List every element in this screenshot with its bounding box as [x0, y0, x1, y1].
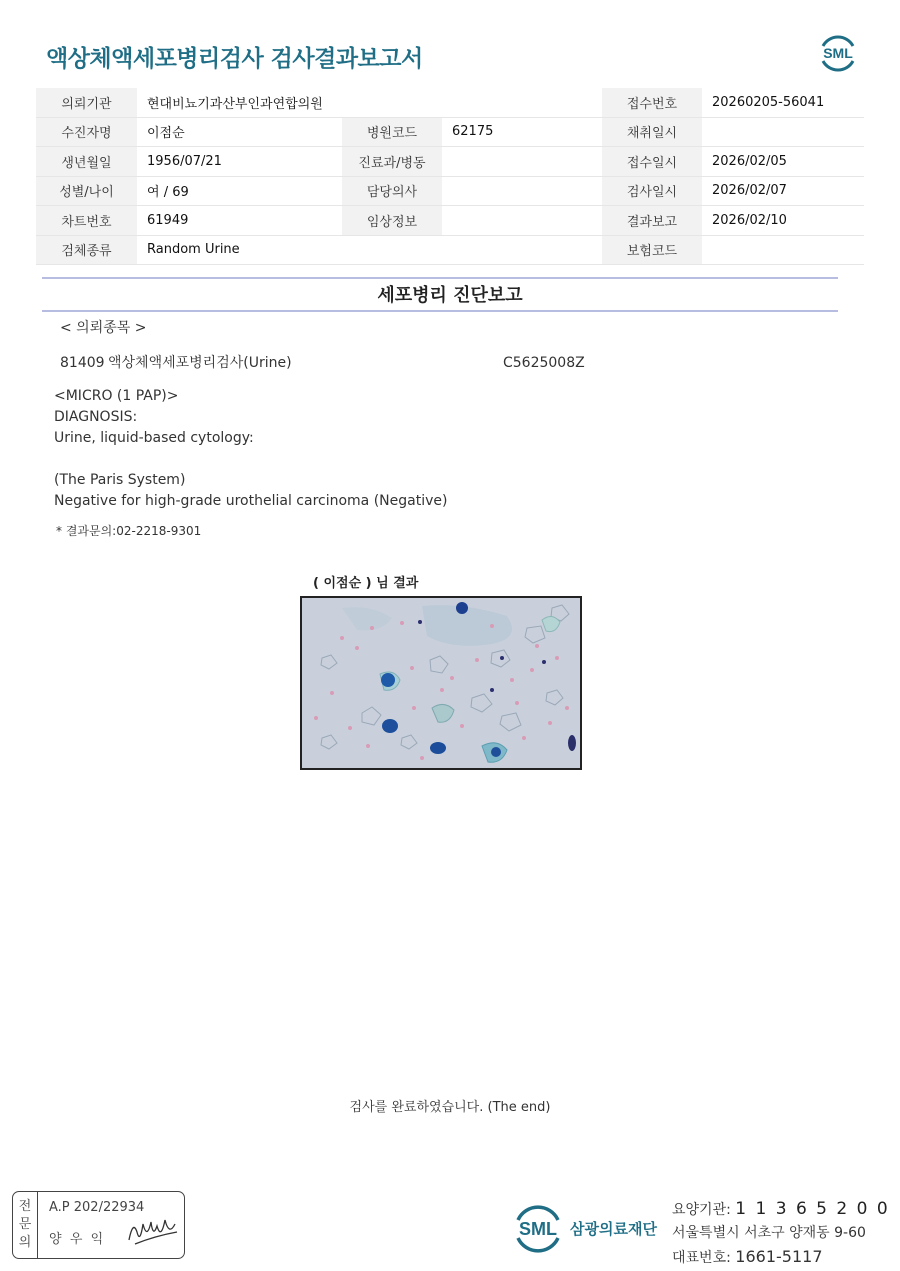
table-row	[36, 235, 864, 265]
footer-info	[672, 1198, 890, 1270]
stamp-license: A.P 202/22934	[49, 1200, 145, 1215]
section-rule-top	[42, 277, 838, 279]
diagnosis-line: Negative for high-grade urothelial carcinoma (Negative)	[54, 493, 448, 509]
label-chart-no: 차트번호	[36, 206, 137, 236]
value-hospital-code: 62175	[442, 117, 602, 147]
table-row	[36, 147, 864, 177]
diagnosis-line: <MICRO (1 PAP)>	[54, 388, 179, 404]
sml-logo-icon	[510, 1200, 566, 1256]
footer-org-name: 삼광의료재단	[570, 1219, 657, 1238]
image-caption: ( 이점순 ) 님 결과	[313, 576, 419, 591]
table-row	[36, 88, 864, 117]
label-receipt-date: 접수일시	[602, 147, 702, 177]
code-value: 1 1 3 6 5 2 0 0	[735, 1199, 890, 1219]
signature-icon	[125, 1210, 181, 1250]
stamp-side-char: 의	[18, 1235, 32, 1250]
stamp-side	[13, 1192, 38, 1258]
value-requesting-org: 현대비뇨기과산부인과연합의원	[137, 88, 602, 117]
label-patient-name: 수진자명	[36, 117, 137, 147]
contact-note: * 결과문의:02-2218-9301	[56, 524, 202, 538]
value-chart-no: 61949	[137, 206, 342, 236]
stamp-side-char: 문	[18, 1217, 32, 1232]
code-label: 요양기관:	[672, 1202, 731, 1218]
stamp-side-char: 전	[18, 1199, 32, 1214]
label-receipt-no: 접수번호	[602, 88, 702, 117]
footer-logo-text: SML	[519, 1219, 557, 1239]
page-title: 액상체액세포병리검사 검사결과보고서	[46, 46, 423, 72]
value-clinical-info	[442, 206, 602, 236]
value-patient-name: 이점순	[137, 117, 342, 147]
order-heading: < 의뢰종목 >	[60, 320, 147, 336]
stamp-name: 양 우 익	[49, 1232, 104, 1247]
value-receipt-date: 2026/02/05	[702, 147, 864, 177]
value-insurance-code	[702, 235, 864, 265]
label-department: 진료과/병동	[342, 147, 442, 177]
diagnosis-line	[54, 449, 447, 470]
table-row	[36, 176, 864, 206]
label-clinical-info: 임상정보	[342, 206, 442, 236]
value-department	[442, 147, 602, 177]
pathologist-stamp	[12, 1191, 185, 1259]
patient-info-table	[36, 88, 864, 265]
value-physician	[442, 176, 602, 206]
diagnosis-block	[54, 386, 447, 512]
diagnosis-line: Urine, liquid-based cytology:	[54, 430, 254, 446]
order-name: 액상체액세포병리검사(Urine)	[108, 355, 292, 371]
footer-address: 서울특별시 서초구 양재동 9-60	[672, 1225, 866, 1241]
label-birthdate: 생년월일	[36, 147, 137, 177]
order-code: 81409	[60, 355, 105, 371]
phone-label: 대표번호:	[672, 1250, 731, 1266]
table-row	[36, 117, 864, 147]
value-test-date: 2026/02/07	[702, 176, 864, 206]
section-rule-bottom	[42, 310, 838, 312]
diagnosis-line: DIAGNOSIS:	[54, 409, 138, 425]
label-requesting-org: 의뢰기관	[36, 88, 137, 117]
value-sex-age: 여 / 69	[137, 176, 342, 206]
footer-logo	[510, 1200, 657, 1256]
value-receipt-no: 20260205-56041	[702, 88, 864, 117]
phone-value: 1661-5117	[735, 1247, 823, 1266]
label-sex-age: 성별/나이	[36, 176, 137, 206]
end-note: 검사를 완료하였습니다. (The end)	[349, 1100, 551, 1115]
table-row	[36, 206, 864, 236]
cytology-image	[300, 596, 582, 770]
label-collection-date: 채취일시	[602, 117, 702, 147]
logo-text: SML	[823, 45, 853, 61]
value-collection-date	[702, 117, 864, 147]
label-physician: 담당의사	[342, 176, 442, 206]
diagnosis-line: (The Paris System)	[54, 472, 186, 488]
label-result-report: 결과보고	[602, 206, 702, 236]
label-hospital-code: 병원코드	[342, 117, 442, 147]
value-birthdate: 1956/07/21	[137, 147, 342, 177]
value-result-report: 2026/02/10	[702, 206, 864, 236]
sml-logo-icon	[815, 30, 861, 76]
label-specimen-type: 검체종류	[36, 235, 137, 265]
section-title: 세포병리 진단보고	[377, 285, 523, 306]
label-test-date: 검사일시	[602, 176, 702, 206]
value-specimen-type: Random Urine	[137, 235, 602, 265]
order-number: C5625008Z	[503, 355, 585, 371]
label-insurance-code: 보험코드	[602, 235, 702, 265]
